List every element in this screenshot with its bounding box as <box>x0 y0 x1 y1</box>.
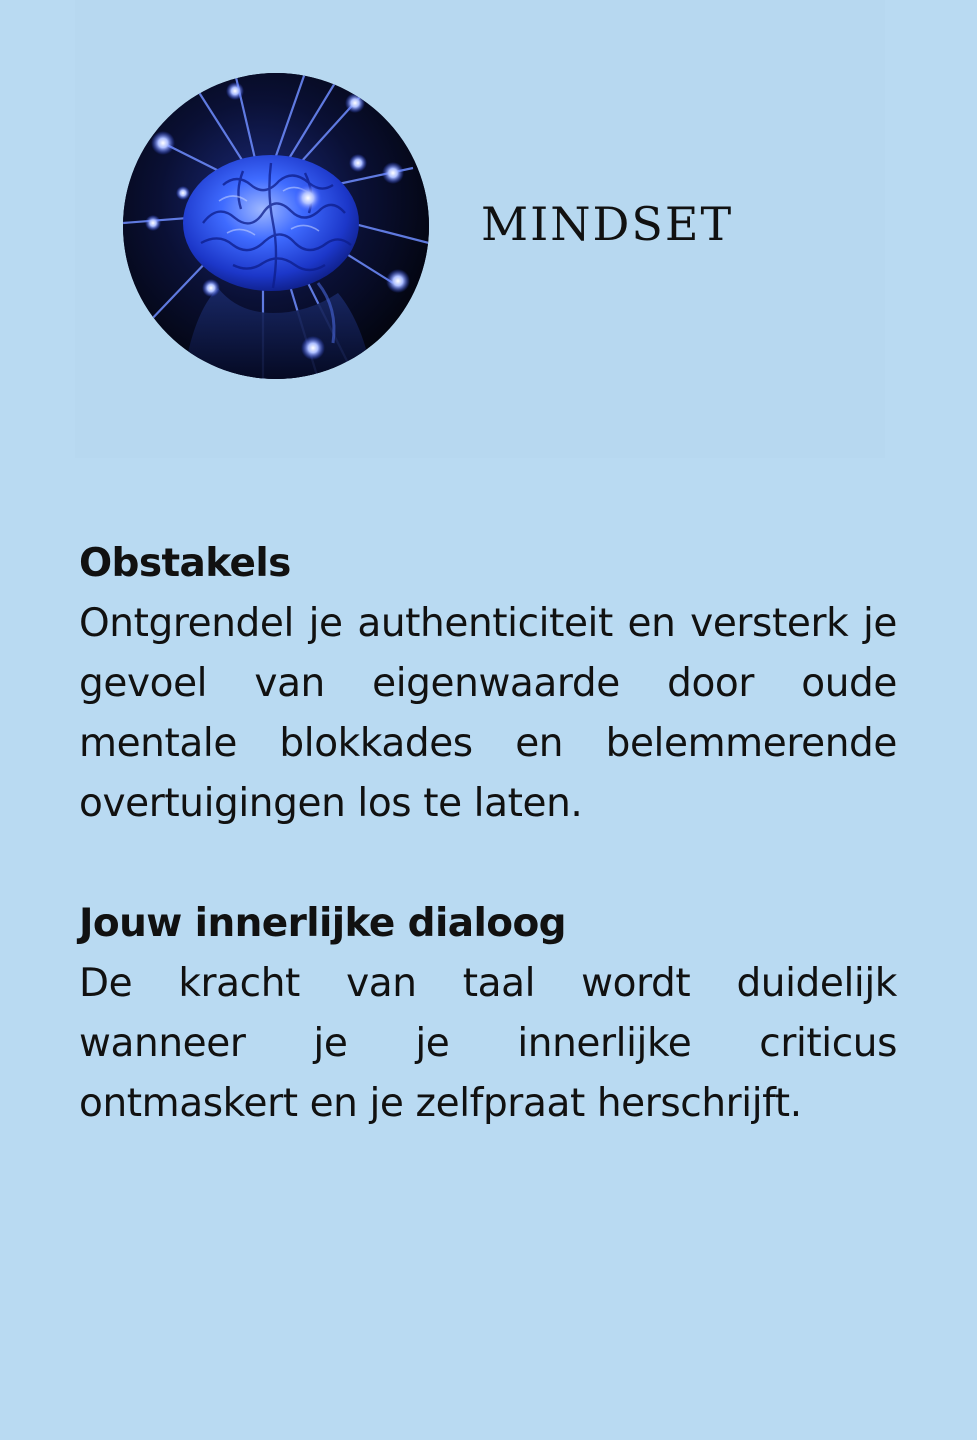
section-innerlijke-dialoog <box>79 894 897 1134</box>
section-text: De kracht van taal wordt duidelijk wanneer je je innerlijke criticus ontmaskert en je zelfpraat herschrijft. <box>79 961 897 1126</box>
brain-image <box>123 73 429 379</box>
section-obstakels <box>79 534 897 834</box>
page-title: MINDSET <box>481 197 734 251</box>
content <box>79 534 897 1134</box>
section-title: Obstakels <box>79 541 291 586</box>
glowing-brain-icon <box>123 73 429 379</box>
section-text: Ontgrendel je authenticiteit en versterk je gevoel van eigenwaarde door oude mentale blokkades en belemmerende overtuigingen los te laten. <box>79 601 897 826</box>
section-title: Jouw innerlijke dialoog <box>79 901 566 946</box>
